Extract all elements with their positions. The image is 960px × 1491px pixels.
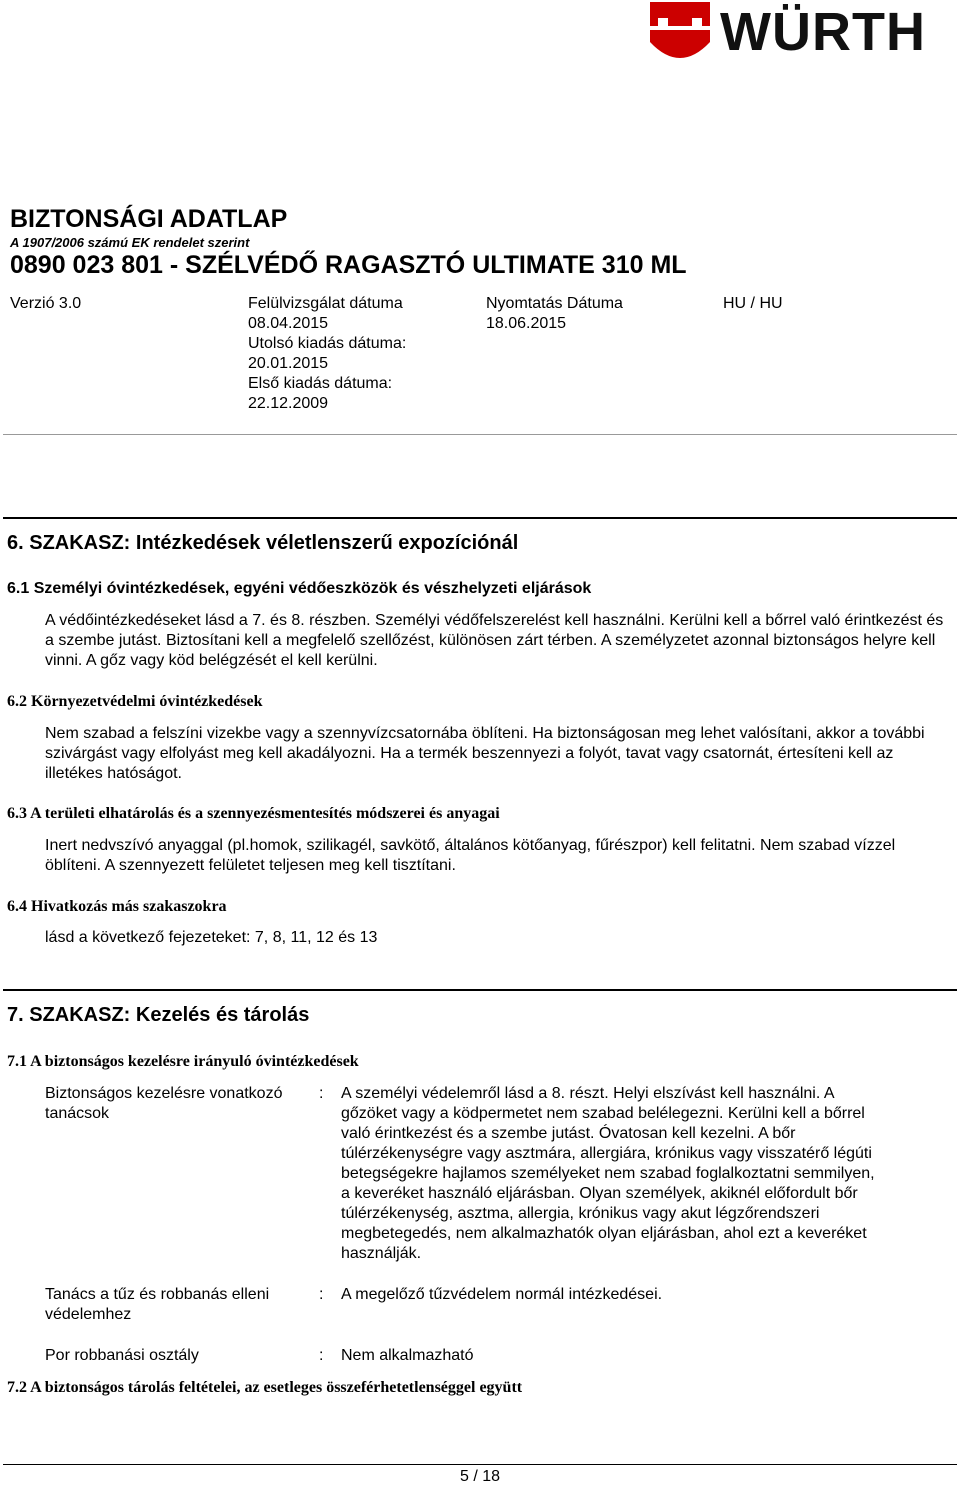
- section6-rule: [3, 517, 957, 519]
- first-issue-date: 22.12.2009: [248, 395, 329, 412]
- first-issue-label: Első kiadás dátuma:: [248, 375, 393, 392]
- revision-label: Felülvizsgálat dátuma: [248, 295, 403, 312]
- section61-text: A védőintézkedéseket lásd a 7. és 8. részben. Személyi védőfelszerelést kell használni. Kerülni kell a bőrrel való érintkezést és a szembe jutást. Biztosítani kell a megfelelő szellőzést, különösen zárt térben. A személyzetet azonnal biztonságos helyre kell vinni. A gőz vagy köd belégzését el kell kerülni.: [45, 612, 944, 669]
- section63-title: 6.3 A területi elhatárolás és a szennyezésmentesítés módszerei és anyagai: [7, 805, 500, 822]
- fire-protection-value: A megelőző tűzvédelem normál intézkedései.: [341, 1286, 663, 1303]
- section61-title: 6.1 Személyi óvintézkedések, egyéni védőeszközök és vészhelyzeti eljárások: [7, 580, 592, 597]
- version: Verzió 3.0: [10, 295, 82, 312]
- last-issue-label: Utolsó kiadás dátuma:: [248, 335, 407, 352]
- revision-block: [248, 294, 406, 414]
- section7-title: 7. SZAKASZ: Kezelés és tárolás: [7, 1004, 310, 1026]
- dust-explosion-label: Por robbanási osztály: [45, 1347, 199, 1364]
- revision-date: 08.04.2015: [248, 315, 329, 332]
- handling-advice-label: Biztonságos kezelésre vonatkozó tanácsok: [45, 1085, 283, 1122]
- section62-text: Nem szabad a felszíni vizekbe vagy a szennyvízcsatornába öblíteni. Ha biztonságosan meg lehet valósítani, akkor a további szivárgást vagy elfolyást meg kell akadályozni. Ha a termék beszennyezi a folyót, tavat vagy csatornát, értesíteni kell az illetékes hatóságot.: [45, 725, 925, 782]
- fire-protection-label: Tanács a tűz és robbanás elleni védelemhez: [45, 1286, 270, 1323]
- section62-title: 6.2 Környezetvédelmi óvintézkedések: [7, 693, 263, 710]
- page-number: 5 / 18: [459, 1468, 501, 1485]
- print-date: 18.06.2015: [486, 315, 567, 332]
- document-title: BIZTONSÁGI ADATLAP: [10, 205, 288, 233]
- print-label: Nyomtatás Dátuma: [486, 295, 623, 312]
- header-divider: [3, 434, 957, 435]
- section71-title: 7.1 A biztonságos kezelésre irányuló óvintézkedések: [7, 1053, 359, 1070]
- dust-explosion-colon: :: [319, 1347, 324, 1364]
- dust-explosion-value: Nem alkalmazható: [341, 1347, 474, 1364]
- section64-text: lásd a következő fejezeteket: 7, 8, 11, 12 és 13: [45, 929, 378, 946]
- wurth-logo-text: WÜRTH: [720, 2, 926, 62]
- section64-title: 6.4 Hivatkozás más szakaszokra: [7, 898, 227, 915]
- section6-title: 6. SZAKASZ: Intézkedések véletlenszerű expozíciónál: [7, 532, 519, 554]
- section63-text: Inert nedvszívó anyaggal (pl.homok, szilikagél, savkötő, általános kötőanyag, fűrészpor) kell felitatni. Nem szabad vízzel öblíteni. A szennyezett felületet teljesen meg kell tisztítani.: [45, 837, 896, 874]
- fire-protection-colon: :: [319, 1286, 324, 1303]
- footer-rule: [3, 1464, 957, 1465]
- language: HU / HU: [723, 295, 783, 312]
- section72-title: 7.2 A biztonságos tárolás feltételei, az esetleges összeférhetetlenséggel együtt: [7, 1379, 523, 1396]
- regulation-text: A 1907/2006 számú EK rendelet szerint: [10, 235, 250, 250]
- handling-advice-value: A személyi védelemről lásd a 8. részt. Helyi elszívást kell használni. A gőzöket vagy a ködpermetet nem szabad belélegezni. Kerülni kell a bőrrel való érintkezést és a szembe jutást. Óvatosan kell kezelni. A bőr túlérzékenységre vagy asztmára, allergiára, krónikus vagy visszatérő légúti betegségekre hajlamos személyeket nem szabad foglalkoztatni semmilyen, a keveréket használó eljárásban. Olyan személyek, akiknél előfordult bőr túlérzékenység, asztma, allergia, krónikus vagy akut légzőrendszeri megbetegedés, nem alkalmazhatók olyan eljárásban, ahol ezt a keveréket használják.: [341, 1085, 875, 1262]
- print-block: [486, 294, 623, 334]
- product-name: 0890 023 801 - SZÉLVÉDŐ RAGASZTÓ ULTIMATE 310 ML: [10, 251, 687, 279]
- last-issue-date: 20.01.2015: [248, 355, 329, 372]
- wurth-logo: [648, 0, 958, 66]
- section7-rule: [3, 989, 957, 991]
- handling-advice-colon: :: [319, 1085, 324, 1102]
